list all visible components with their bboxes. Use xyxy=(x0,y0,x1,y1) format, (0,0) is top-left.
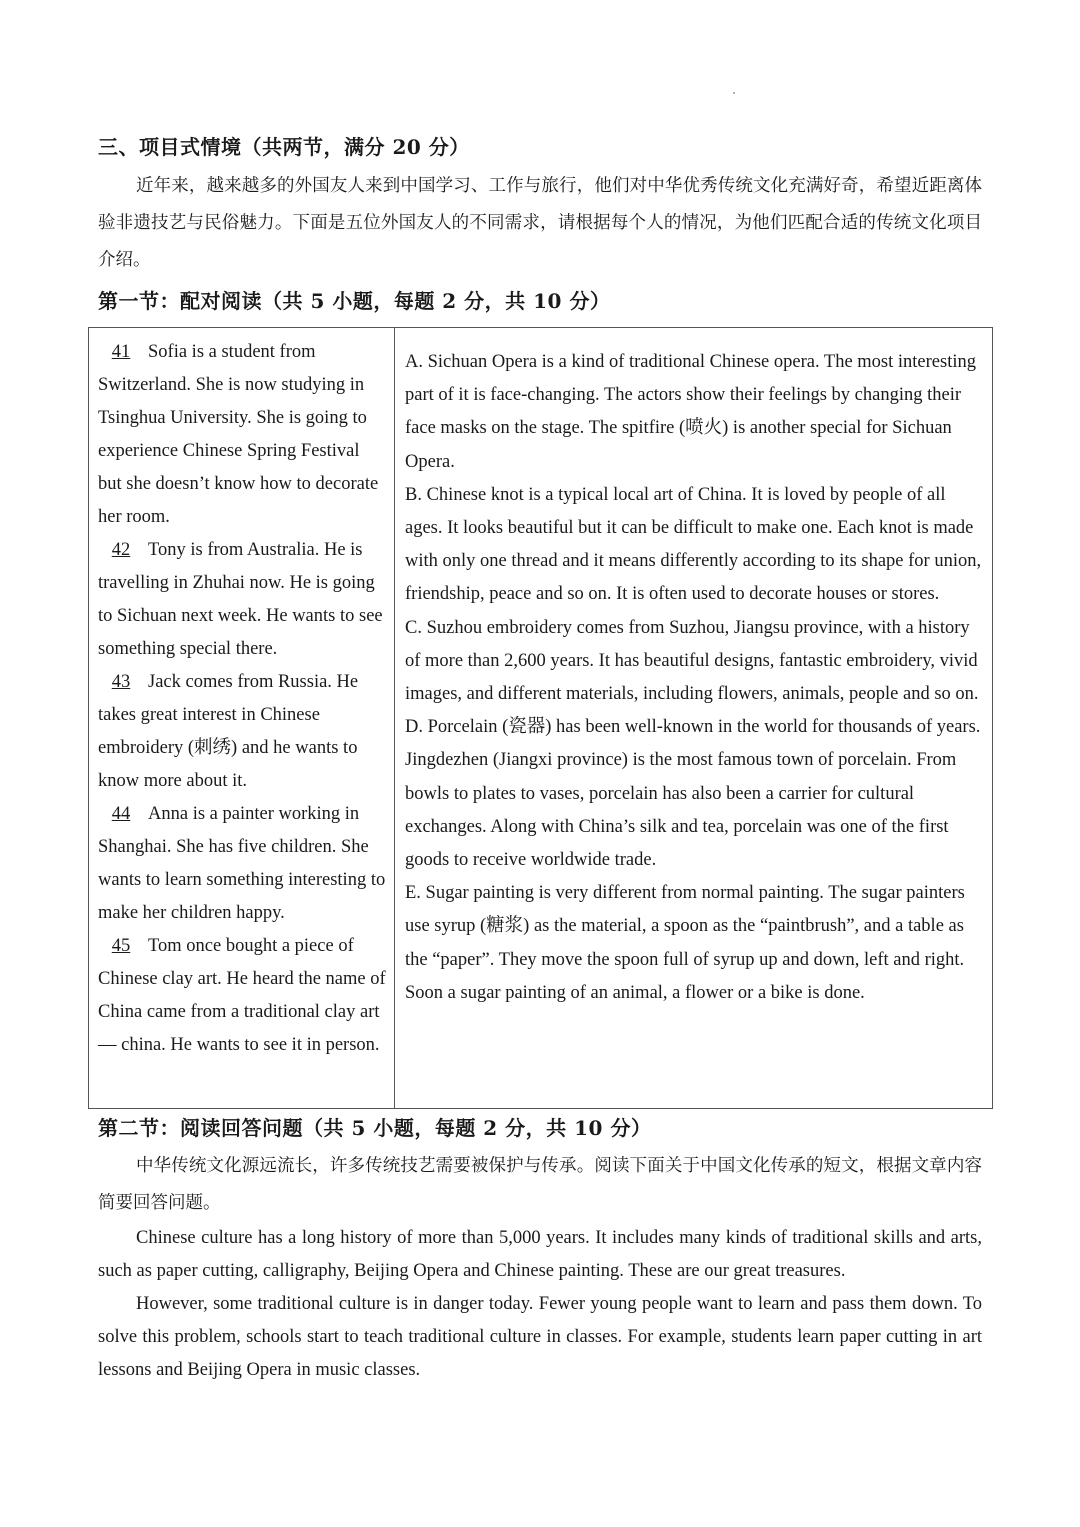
person-43 xyxy=(98,666,386,798)
part-2-heading: 第二节：阅读回答问题（共 5 小题，每题 2 分，共 10 分） xyxy=(98,1116,652,1140)
matching-table xyxy=(88,327,993,1109)
section-3-intro: 近年来，越来越多的外国友人来到中国学习、工作与旅行，他们对中华优秀传统文化充满好奇，希望近距离体验非遗技艺与民俗魅力。下面是五位外国友人的不同需求，请根据每个人的情况，为他们匹配合适的传统文化项目介绍。 xyxy=(98,176,982,270)
column-divider xyxy=(394,328,395,1108)
answer-blank-43[interactable]: 43 xyxy=(111,672,131,692)
option-e xyxy=(405,877,987,1010)
passage-paragraph-1: Chinese culture has a long history of more than 5,000 years. It includes many kinds of traditional skills and arts, such as paper cutting, calligraphy, Beijing Opera and Chinese painting. These are our great treasures. xyxy=(98,1228,982,1281)
part-2-intro: 中华传统文化源远流长，许多传统技艺需要被保护与传承。阅读下面关于中国文化传承的短文，根据文章内容简要回答问题。 xyxy=(98,1156,982,1213)
passage-paragraph-2: However, some traditional culture is in danger today. Fewer young people want to learn and pass them down. To solve this problem, schools start to teach traditional culture in classes. For example, students learn paper cutting in art lessons and Beijing Opera in music classes. xyxy=(98,1294,982,1380)
person-text: Tom once bought a piece of Chinese clay art. He heard the name of China came from a traditional clay art — china. He wants to see it in person. xyxy=(98,936,386,1055)
option-text: B. Chinese knot is a typical local art of China. It is loved by people of all ages. It looks beautiful but it can be difficult to make one. Each knot is made with only one thread and it means differently according to its shape for union, friendship, peace and so on. It is often used to decorate houses or stores. xyxy=(405,484,982,605)
answer-blank-44[interactable]: 44 xyxy=(111,804,131,824)
option-text: D. Porcelain (瓷器) has been well-known in the world for thousands of years. Jingdezhen (Jiangxi province) is the most famous town of porcelain. From bowls to plates to vases, porcelain has also been a carrier for cultural exchanges. Along with China’s silk and tea, porcelain was one of the first goods to receive worldwide trade. xyxy=(405,717,981,871)
stray-mark xyxy=(733,92,735,94)
part-1-heading: 第一节：配对阅读（共 5 小题，每题 2 分，共 10 分） xyxy=(98,289,611,313)
person-text: Jack comes from Russia. He takes great interest in Chinese embroidery (刺绣) and he wants to know more about it. xyxy=(98,672,359,791)
people-column xyxy=(98,336,386,1062)
person-45 xyxy=(98,930,386,1062)
option-text: A. Sichuan Opera is a kind of traditional Chinese opera. The most interesting part of it is face-changing. The actors show their feelings by changing their face masks on the stage. The spitfire (喷火) is another special for Sichuan Opera. xyxy=(405,352,976,472)
option-d xyxy=(405,711,987,877)
person-text: Anna is a painter working in Shanghai. She has five children. She wants to learn something interesting to make her children happy. xyxy=(98,804,386,923)
person-42 xyxy=(98,534,386,666)
option-b xyxy=(405,479,987,612)
options-column xyxy=(405,346,987,1010)
person-text: Tony is from Australia. He is travelling in Zhuhai now. He is going to Sichuan next week. He wants to see something special there. xyxy=(98,540,383,659)
option-text: C. Suzhou embroidery comes from Suzhou, Jiangsu province, with a history of more than 2,600 years. It has beautiful designs, fantastic embroidery, vivid images, and different materials, including flowers, animals, people and so on. xyxy=(405,617,979,705)
person-41 xyxy=(98,336,386,534)
person-44 xyxy=(98,798,386,930)
option-c xyxy=(405,612,987,712)
answer-blank-45[interactable]: 45 xyxy=(111,936,131,956)
option-text: E. Sugar painting is very different from normal painting. The sugar painters use syrup (糖浆) as the material, a spoon as the “paintbrush”, and a table as the “paper”. They move the spoon full of syrup up and down, left and right. Soon a sugar painting of an animal, a flower or a bike is done. xyxy=(405,883,965,1003)
answer-blank-41[interactable]: 41 xyxy=(111,342,131,362)
section-3-heading: 三、项目式情境（共两节，满分 20 分） xyxy=(98,135,470,159)
answer-blank-42[interactable]: 42 xyxy=(111,540,131,560)
option-a xyxy=(405,346,987,479)
person-text: Sofia is a student from Switzerland. She is now studying in Tsinghua University. She is going to experience Chinese Spring Festival but she doesn’t know how to decorate her room. xyxy=(98,342,379,527)
